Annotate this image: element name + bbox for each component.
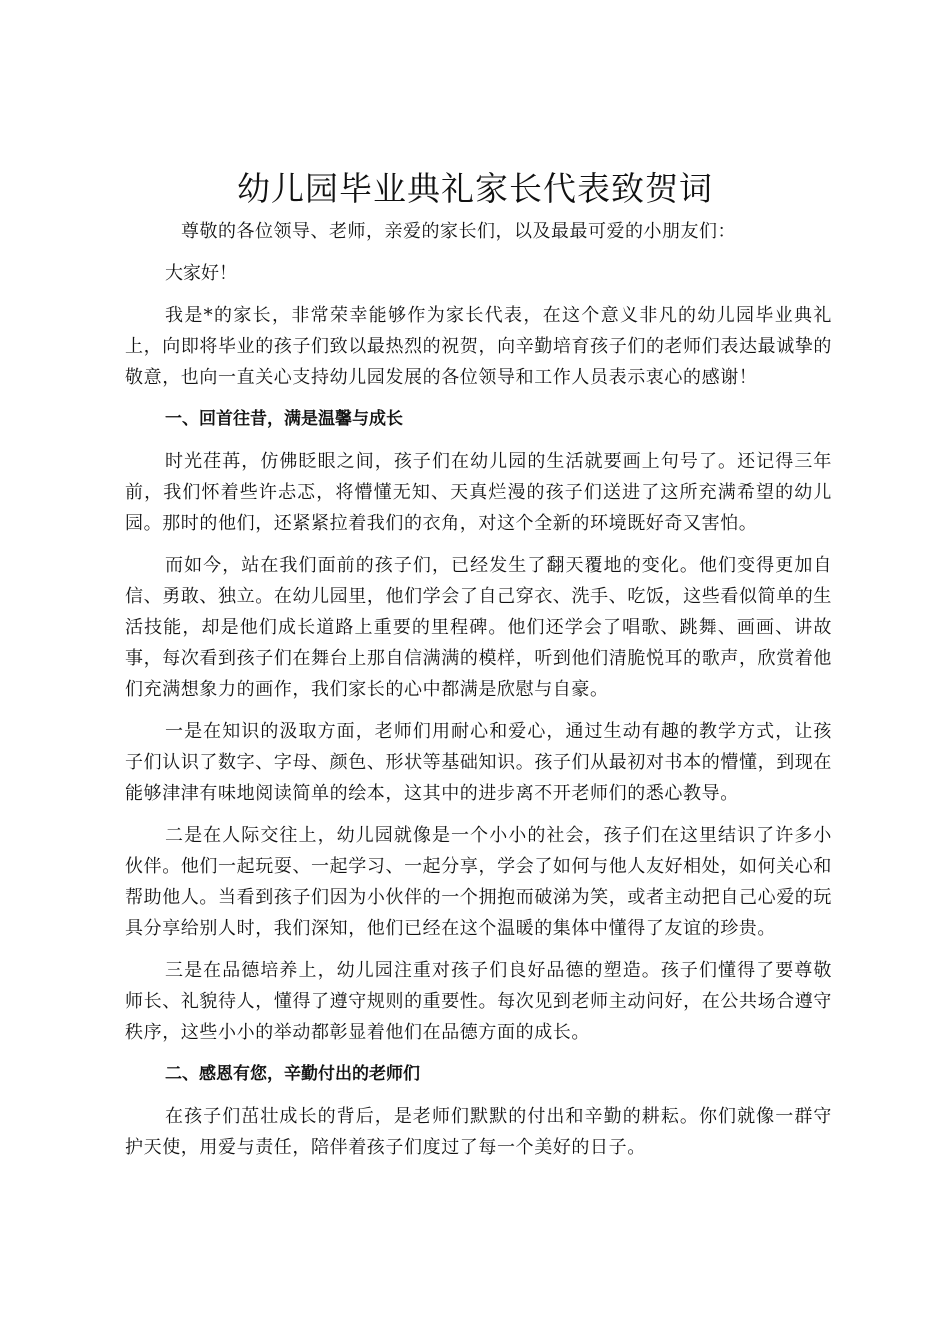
section1-paragraph-1: 时光荏苒，仿佛眨眼之间，孩子们在幼儿园的生活就要画上句号了。还记得三年前，我们怀着些许忐忑，将懵懂无知、天真烂漫的孩子们送进了这所充满希望的幼儿园。那时的他们，还紧紧拉着我们的衣角，对这个全新的环境既好奇又害怕。	[125, 451, 832, 534]
greeting: 大家好！	[165, 263, 237, 284]
intro-paragraph: 我是*的家长，非常荣幸能够作为家长代表，在这个意义非凡的幼儿园毕业典礼上，向即将毕业的孩子们致以最热烈的祝贺，向辛勤培育孩子们的老师们表达最诚挚的敬意，也向一直关心支持幼儿园发展的各位领导和工作人员表示衷心的感谢！	[125, 305, 832, 388]
salutation: 尊敬的各位领导、老师，亲爱的家长们，以及最最可爱的小朋友们：	[181, 221, 736, 242]
section1-paragraph-4: 二是在人际交往上，幼儿园就像是一个小小的社会，孩子们在这里结识了许多小伙伴。他们一起玩耍、一起学习、一起分享，学会了如何与他人友好相处，如何关心和帮助他人。当看到孩子们因为小伙伴的一个拥抱而破涕为笑，或者主动把自己心爱的玩具分享给别人时，我们深知，他们已经在这个温暖的集体中懂得了友谊的珍贵。	[125, 825, 832, 939]
section1-paragraph-5: 三是在品德培养上，幼儿园注重对孩子们良好品德的塑造。孩子们懂得了要尊敬师长、礼貌待人，懂得了遵守规则的重要性。每次见到老师主动问好，在公共场合遵守秩序，这些小小的举动都彰显着他们在品德方面的成长。	[125, 960, 832, 1043]
document-title: 幼儿园毕业典礼家长代表致贺词	[237, 169, 713, 208]
section-heading-1: 一、回首往昔，满是温馨与成长	[165, 409, 403, 429]
section1-paragraph-3: 一是在知识的汲取方面，老师们用耐心和爱心，通过生动有趣的教学方式，让孩子们认识了数字、字母、颜色、形状等基础知识。孩子们从最初对书本的懵懂，到现在能够津津有味地阅读简单的绘本，这其中的进步离不开老师们的悉心教导。	[125, 721, 832, 804]
section1-paragraph-2: 而如今，站在我们面前的孩子们，已经发生了翻天覆地的变化。他们变得更加自信、勇敢、独立。在幼儿园里，他们学会了自己穿衣、洗手、吃饭，这些看似简单的生活技能，却是他们成长道路上重要的里程碑。他们还学会了唱歌、跳舞、画画、讲故事，每次看到孩子们在舞台上那自信满满的模样，听到他们清脆悦耳的歌声，欣赏着他们充满想象力的画作，我们家长的心中都满是欣慰与自豪。	[125, 555, 832, 700]
section-heading-2: 二、感恩有您，辛勤付出的老师们	[165, 1064, 420, 1084]
section2-paragraph-1: 在孩子们茁壮成长的背后，是老师们默默的付出和辛勤的耕耘。你们就像一群守护天使，用爱与责任，陪伴着孩子们度过了每一个美好的日子。	[125, 1106, 832, 1158]
document-body	[125, 216, 832, 1174]
